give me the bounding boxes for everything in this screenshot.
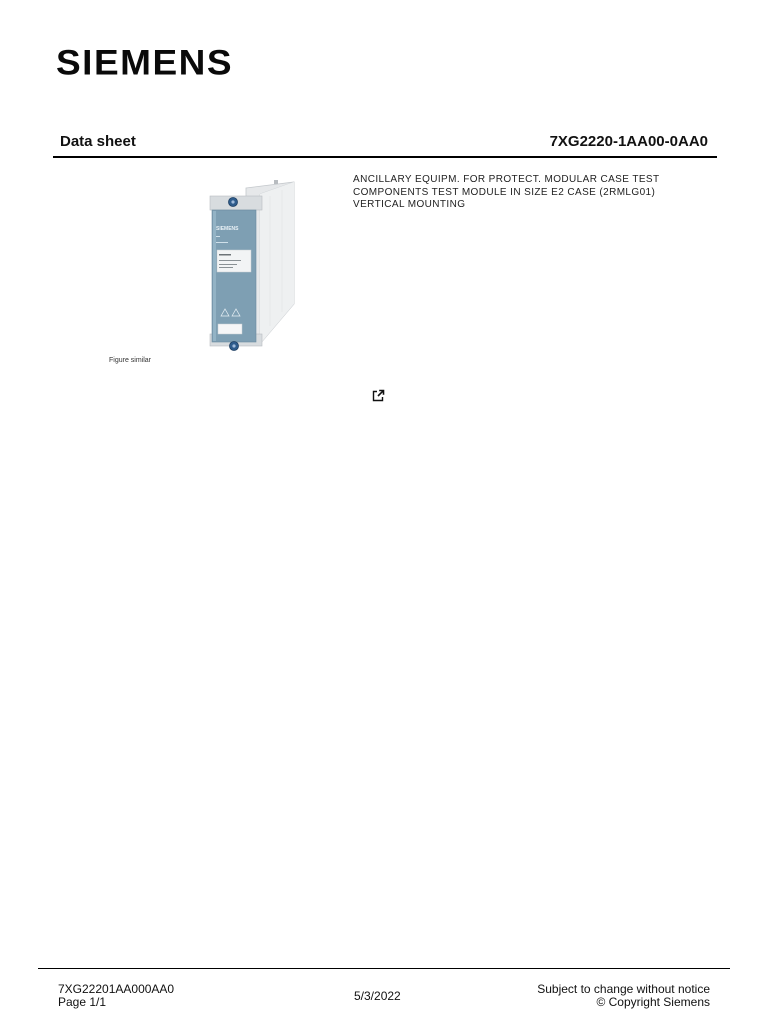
footer-page-number: Page 1/1 [58,995,107,1009]
header-divider [53,156,717,158]
device-brand-text: SIEMENS [216,226,239,232]
footer-copyright: © Copyright Siemens [596,995,710,1009]
description-line: VERTICAL MOUNTING [353,199,466,210]
footer-left [58,983,174,1009]
footer-doc-id: 7XG22201AA000AA0 [58,982,175,996]
siemens-logo: SIEMENS [56,43,234,82]
footer-date: 5/3/2022 [354,989,401,1003]
description-line: COMPONENTS TEST MODULE IN SIZE E2 CASE (2RMLG01) [353,186,656,198]
doc-type-label: Data sheet [60,133,136,150]
figure-caption: Figure similar [109,357,152,364]
product-code: 7XG2220-1AA00-0AA0 [549,133,708,150]
footer-notice: Subject to change without notice [537,982,710,996]
product-image [198,176,308,356]
external-link-icon[interactable] [371,389,385,403]
datasheet-header [60,133,708,150]
footer-right [537,983,710,1009]
footer-divider [38,968,730,969]
description-line: ANCILLARY EQUIPM. FOR PROTECT. MODULAR CASE TEST [353,174,660,185]
product-description [353,174,703,212]
